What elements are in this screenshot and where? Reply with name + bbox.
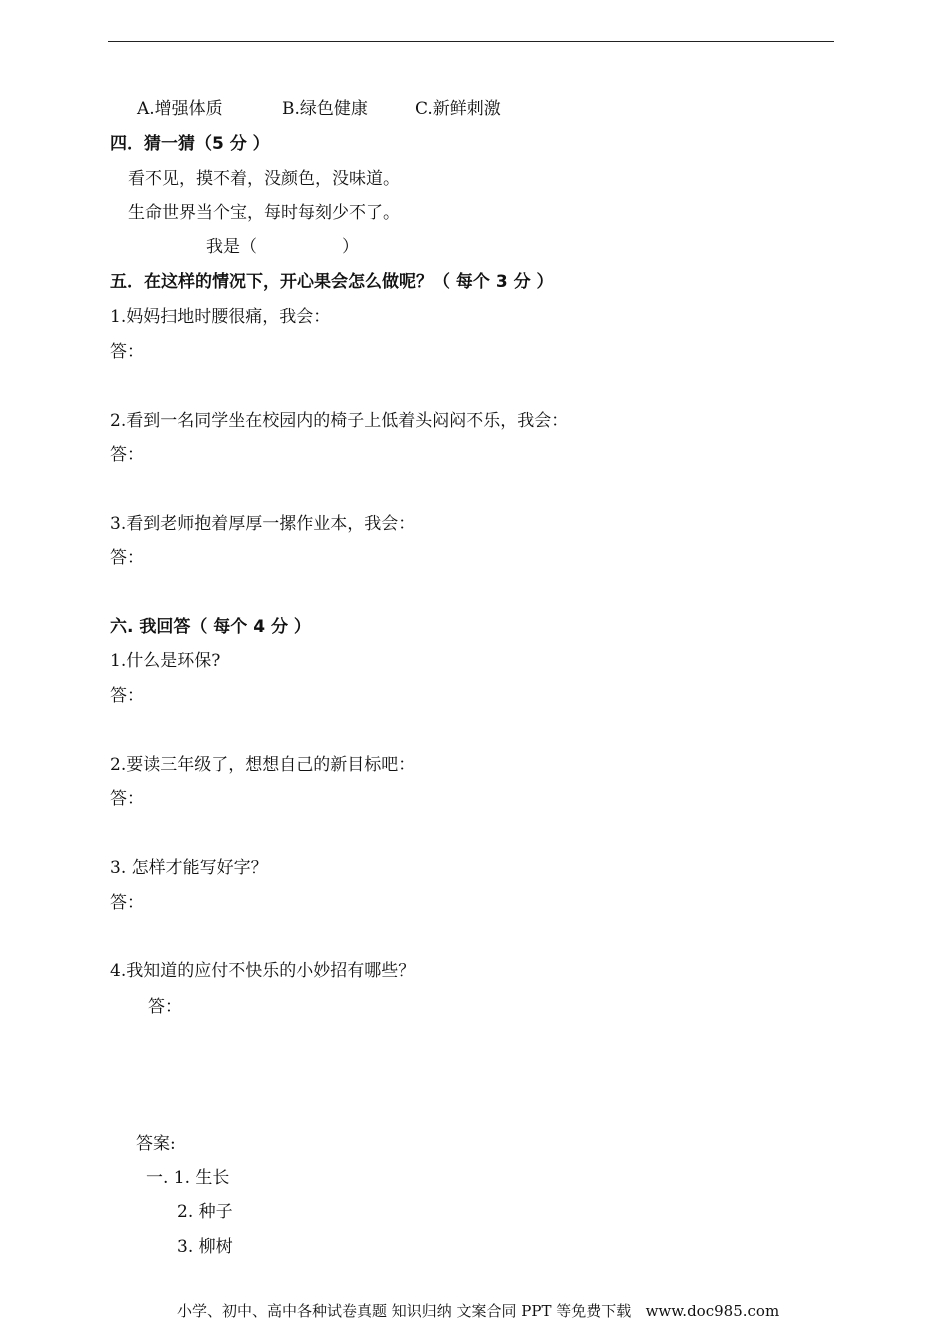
section4-heading: 四．猜一猜（5 分 ） — [110, 134, 270, 154]
s5-question-3: 3.看到老师抱着厚厚一摞作业本，我会： — [110, 514, 416, 534]
s6-answer-3: 答： — [110, 893, 144, 913]
riddle-line-2: 生命世界当个宝，每时每刻少不了。 — [128, 203, 400, 223]
s5-question-2: 2.看到一名同学坐在校园内的椅子上低着头闷闷不乐，我会： — [110, 411, 569, 431]
answer-line-3: 3. 柳树 — [177, 1237, 233, 1257]
option-a: A.增强体质 — [137, 99, 223, 119]
answer-line-1: 一. 1. 生长 — [146, 1168, 230, 1188]
riddle-line-1: 看不见，摸不着，没颜色，没味道。 — [128, 169, 400, 189]
s6-answer-4: 答： — [148, 997, 182, 1017]
answers-title: 答案: — [136, 1134, 176, 1154]
option-c: C.新鲜刺激 — [415, 99, 501, 119]
s6-question-1: 1.什么是环保? — [110, 651, 221, 671]
riddle-answer-line: 我是（ ） — [206, 237, 359, 257]
s6-question-3: 3. 怎样才能写好字？ — [110, 858, 268, 878]
s6-question-4: 4.我知道的应付不快乐的小妙招有哪些？ — [110, 961, 416, 981]
s5-answer-3: 答： — [110, 548, 144, 568]
header-rule — [108, 41, 834, 42]
section5-heading: 五．在这样的情况下，开心果会怎么做呢？（ 每个 3 分 ） — [110, 272, 554, 292]
footer-text: 小学、初中、高中各种试卷真题 知识归纳 文案合同 PPT 等免费下载 www.doc985.com — [177, 1302, 780, 1320]
s5-answer-1: 答： — [110, 342, 144, 362]
s5-answer-2: 答： — [110, 445, 144, 465]
s6-answer-1: 答： — [110, 686, 144, 706]
answer-line-2: 2. 种子 — [177, 1202, 233, 1222]
option-b: B.绿色健康 — [282, 99, 368, 119]
s6-answer-2: 答： — [110, 789, 144, 809]
section6-heading: 六. 我回答（ 每个 4 分 ） — [110, 617, 311, 637]
s6-question-2: 2.要读三年级了，想想自己的新目标吧： — [110, 755, 416, 775]
s5-question-1: 1.妈妈扫地时腰很痛，我会： — [110, 307, 331, 327]
